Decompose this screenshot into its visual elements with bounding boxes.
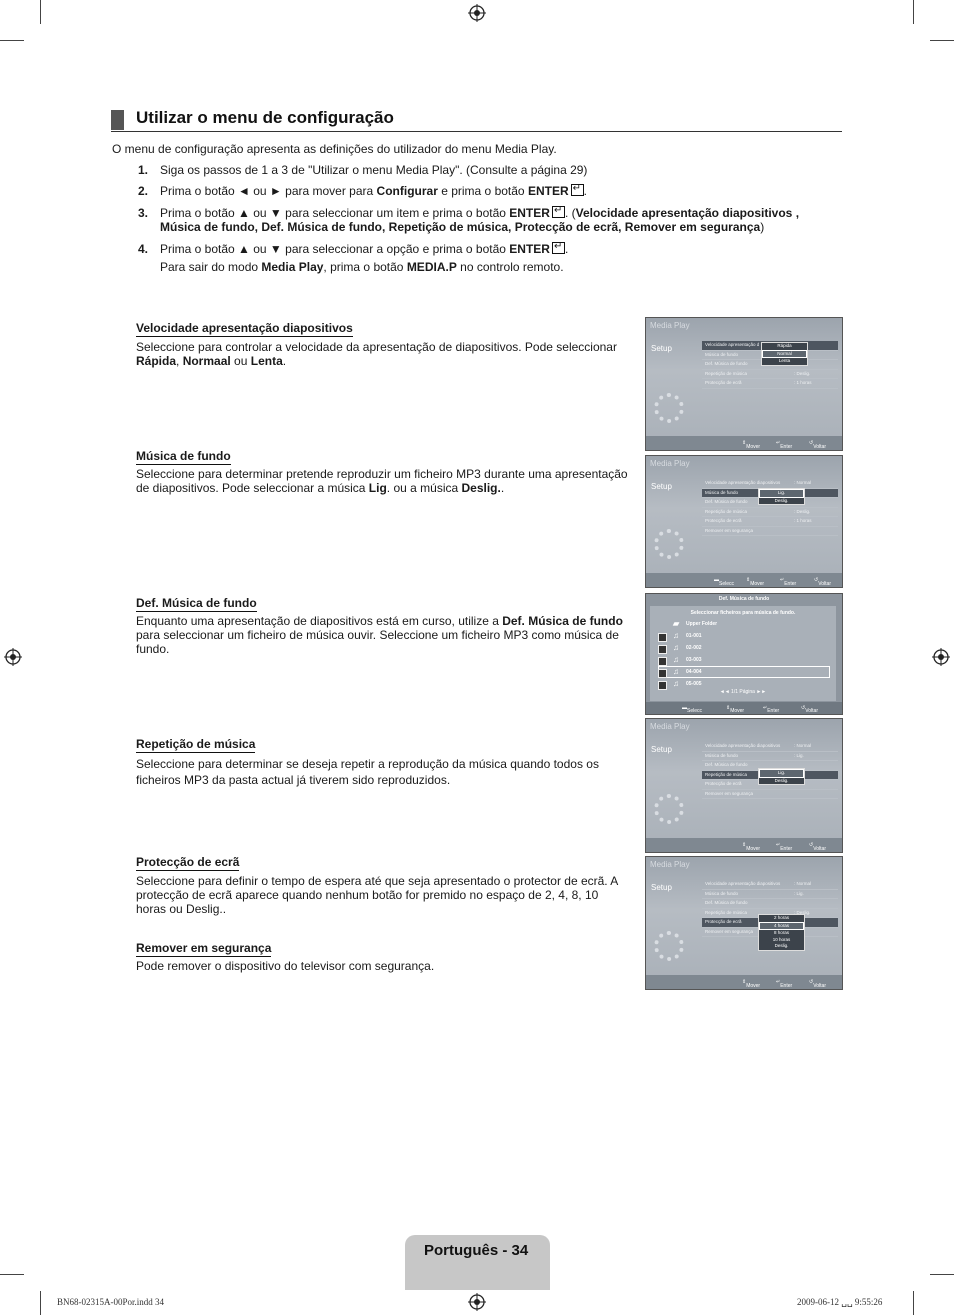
checkbox (658, 657, 667, 666)
gear-icon (654, 529, 684, 559)
tv-screen-def-musica (645, 593, 843, 715)
registration-mark-icon (468, 4, 486, 22)
section-body-defmusica: Enquanto uma apresentação de diapositivos está em curso, utilize a Def. Música de fundo para seleccionar um ficheiro de música ouvir. Seleccione um ficheiro MP3 como música de fundo. (136, 614, 623, 656)
tv-screen-musica (645, 455, 843, 588)
menu-row: Repetição de música : Deslig. (702, 909, 838, 919)
menu-row: Remover em segurança (702, 527, 838, 537)
file-row: ♫ 01-001 (658, 631, 830, 641)
option-popup: Lig. Deslig. (758, 768, 805, 785)
menu-row: Música de fundo (702, 351, 838, 361)
step-number: 2. (138, 184, 149, 198)
screen-footer: ⇕ Mover ↵ Enter ↺ Voltar (646, 975, 842, 989)
music-note-icon: ♫ (673, 655, 679, 664)
checkbox (658, 645, 667, 654)
heading-rule (111, 131, 842, 132)
intro-text: O menu de configuração apresenta as definições do utilizador do menu Media Play. (112, 142, 557, 156)
setup-label: Setup (651, 344, 672, 353)
gear-icon (654, 393, 684, 423)
file-slug: BN68-02315A-00Por.indd 34 (57, 1297, 165, 1307)
file-row: ♫ 03-003 (658, 655, 830, 665)
menu-row: Remover em segurança (702, 928, 838, 938)
screen-title: Media Play (650, 459, 690, 468)
setup-label: Setup (651, 745, 672, 754)
file-row-selected: ♫ 04-004 (658, 667, 830, 677)
setup-label: Setup (651, 482, 672, 491)
menu-row: Def. Música de fundo (702, 899, 838, 909)
section-body-musica: Seleccione para determinar pretende reproduzir um ficheiro MP3 durante uma apresentação de diapositivos. Pode seleccionar a música Lig. ou a música Deslig.. (136, 467, 628, 495)
menu-row: Def. Música de fundo (702, 360, 838, 370)
tv-screen-proteccao (645, 856, 843, 990)
option-popup: 2 horas 4 horas 8 horas 10 horas Deslig. (758, 914, 805, 951)
tv-screen-repeticao (645, 718, 843, 853)
section-body-remover: Pode remover o dispositivo do televisor com segurança. (136, 959, 435, 973)
step-number: 4. (138, 242, 149, 256)
menu-row: Remover em segurança (702, 790, 838, 800)
option-popup: Rápida Normal Lenta (761, 342, 808, 366)
registration-mark-icon (932, 648, 950, 666)
step-text: Prima o botão ◄ ou ► para mover para Configurar e prima o botão ENTER↵ . (160, 184, 830, 198)
screen-title: Media Play (650, 860, 690, 869)
dialog-title: Def. Música de fundo (718, 596, 770, 602)
screen-footer: ⇕ Mover ↵ Enter ↺ Voltar (646, 436, 842, 450)
music-note-icon: ♫ (673, 643, 679, 652)
checkbox (658, 669, 667, 678)
menu-row: Repetição de música : Deslig. (702, 508, 838, 518)
step-text: Siga os passos de 1 a 3 de "Utilizar o menu Media Play". (Consulte a página 29) (160, 163, 588, 177)
heading-bar (111, 110, 124, 130)
page-title: Utilizar o menu de configuração (136, 108, 394, 127)
menu-row: Velocidade apresentação d (702, 341, 838, 351)
section-title-remover: Remover em segurança (136, 941, 272, 955)
section-body-repeticao: Seleccione para determinar se deseja repetir a reprodução da música quando todos os ficheiros MP3 da pasta actual já tiverem sido reproduzidos. (136, 757, 599, 787)
screen-title: Media Play (650, 722, 690, 731)
section-title-velocidade: Velocidade apresentação diapositivos (136, 321, 353, 335)
menu-row: Música de fundo : Lig. (702, 890, 838, 900)
menu-row: Velocidade apresentação diapositivos : Normal (702, 880, 838, 890)
checkbox (658, 633, 667, 642)
enter-icon (552, 206, 565, 218)
menu-row: Protecção de ecrã : 1 horas (702, 517, 838, 527)
music-note-icon: ♫ (673, 679, 679, 688)
page-number-label: Português - 34 (424, 1242, 529, 1259)
page-indicator: ◄◄ 1/1 Página ►► (719, 689, 767, 695)
menu-row: Def. Música de fundo (702, 761, 838, 771)
step-number: 1. (138, 163, 149, 177)
menu-row: Repetição de música : Deslig. (702, 370, 838, 380)
enter-icon (552, 242, 565, 254)
section-title-musica: Música de fundo (136, 449, 231, 463)
setup-label: Setup (651, 883, 672, 892)
music-note-icon: ♫ (673, 667, 679, 676)
music-note-icon: ♫ (673, 631, 679, 640)
screen-footer: ▬ Selecc ⇕ Mover ↵ Enter ↺ Voltar (646, 702, 842, 714)
dialog-subtitle: Seleccionar ficheiros para música de fundo. (690, 610, 796, 616)
menu-row: Velocidade apresentação diapositivos : Normal (702, 742, 838, 752)
folder-row: ▰ Upper Folder (673, 619, 718, 628)
file-row: ♫ 02-002 (658, 643, 830, 653)
gear-icon (654, 931, 684, 961)
menu-row: Repetição de música (702, 771, 838, 781)
date-slug: 2009-06-12 ␣␣ 9:55:26 (797, 1297, 883, 1307)
registration-mark-icon (4, 648, 22, 666)
enter-icon (571, 184, 584, 196)
menu-row: Protecção de ecrã : 1 horas (702, 379, 838, 389)
registration-mark-icon (468, 1293, 486, 1311)
step-number: 3. (138, 206, 149, 220)
menu-row: Protecção de ecrã (702, 918, 838, 928)
section-body-velocidade: Seleccione para controlar a velocidade da apresentação de diapositivos. Pode seleccionar Rápida, Normaal ou Lenta. (136, 340, 617, 368)
file-row: ♫ 05-005 (658, 679, 830, 689)
step-text: Prima o botão ▲ ou ▼ para seleccionar um item e prima o botão ENTER↵ . (Velocidade apresentação diapositivos , Música de fundo, Def. Música de fundo, Repetição de música, Protecção de ecrã, Remover em segurança) (160, 206, 830, 234)
menu-row: Protecção de ecrã (702, 780, 838, 790)
menu-row: Música de fundo : Lig. (702, 752, 838, 762)
section-title-proteccao: Protecção de ecrã (136, 855, 240, 869)
section-body-proteccao: Seleccione para definir o tempo de espera até que seja apresentado o protector de ecrã. A protecção de ecrã aparece quando nenhum botão for premido no espaço de 2, 4, 8, 10 horas ou Deslig.. (136, 874, 618, 916)
section-title-repeticao: Repetição de música (136, 737, 256, 751)
screen-footer: ▬ Selecc ⇕ Mover ↵ Enter ↺ Voltar (646, 573, 842, 587)
screen-title: Media Play (650, 321, 690, 330)
option-popup: Lig. Deslig. (758, 488, 805, 505)
tv-screen-velocidade (645, 317, 843, 451)
gear-icon (654, 794, 684, 824)
step-text: Prima o botão ▲ ou ▼ para seleccionar a opção e prima o botão ENTER↵ . Para sair do modo Media Play, prima o botão MEDIA.P no controlo remoto. (160, 242, 830, 274)
screen-footer: ⇕ Mover ↵ Enter ↺ Voltar (646, 838, 842, 852)
section-title-defmusica: Def. Música de fundo (136, 596, 257, 610)
menu-row: Música de fundo (702, 489, 838, 499)
menu-row: Def. Música de fundo (702, 498, 838, 508)
folder-icon: ▰ (673, 619, 680, 628)
menu-row: Velocidade apresentação diapositivos : Normal (702, 479, 838, 489)
